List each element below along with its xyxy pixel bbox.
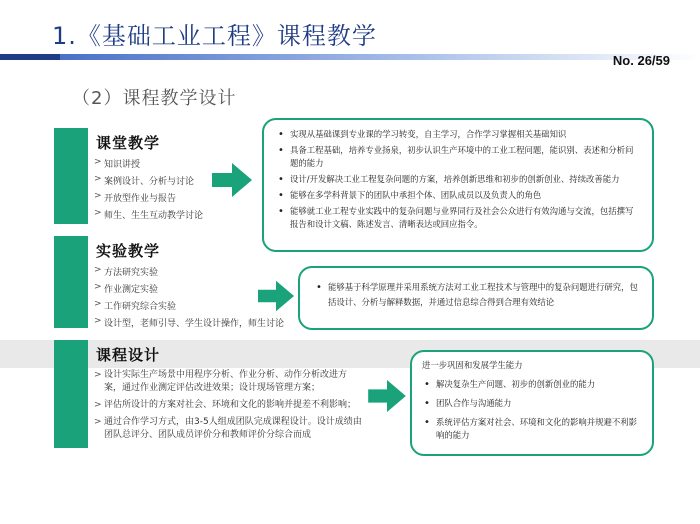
- list-item: > 师生、生生互动教学讨论: [94, 208, 254, 221]
- list-item: > 知识讲授: [94, 157, 254, 170]
- lab-outcomes-box: [298, 266, 654, 330]
- design-outcomes-box: [410, 350, 654, 456]
- outcome-item: • 团队合作与沟通能力: [422, 397, 642, 410]
- design-list: [94, 369, 364, 442]
- list-item: > 方法研究实验: [94, 265, 294, 278]
- classroom-title: 课堂教学: [96, 134, 161, 152]
- outcome-item: • 解决复杂生产问题、初步的创新创业的能力: [422, 378, 642, 391]
- outcome-item: • 能够就工业工程专业实践中的复杂问题与业界同行及社会公众进行有效沟通与交流，包括撰写报告和设计文稿、陈述发言、清晰表达或回应指令。: [276, 205, 640, 231]
- outcome-item: • 系统评估方案对社会、环境和文化的影响并规避不利影响的能力: [422, 416, 642, 442]
- page-number: No. 26/59: [612, 53, 670, 68]
- design-accent-bar: [54, 340, 88, 448]
- lab-title: 实验教学: [96, 242, 161, 260]
- right-arrow-icon: [258, 280, 294, 312]
- outcome-item: • 设计/开发解决工业工程复杂问题的方案，培养创新思维和初步的创新创业、持续改善能力: [276, 173, 640, 186]
- outcome-item: • 实现从基础课到专业课的学习转变，自主学习，合作学习掌握相关基础知识: [276, 128, 640, 141]
- outcome-item: • 能够在多学科背景下的团队中承担个体、团队成员以及负责人的角色: [276, 189, 640, 202]
- outcomes-lead: 进一步巩固和发展学生能力: [422, 360, 523, 370]
- slide-title: 1.《基础工业工程》课程教学: [52, 22, 377, 50]
- lab-accent-bar: [54, 236, 88, 328]
- outcome-item: • 能够基于科学原理并采用系统方法对工业工程技术与管理中的复杂问题进行研究，包括设计、分析与解释数据，并通过信息综合得到合理有效结论: [314, 280, 638, 310]
- classroom-accent-bar: [54, 128, 88, 224]
- list-item: > 工作研究综合实验: [94, 299, 294, 312]
- outcome-item: • 具备工程基础，培养专业扬泉，初步认识生产环境中的工业工程问题，能识别、表述和分析问题的能力: [276, 144, 640, 170]
- list-item: > 设计实际生产场景中用程序分析、作业分析、动作分析改进方案，通过作业测定评估改进效果；设计现场管理方案；: [94, 369, 364, 395]
- list-item: > 开放型作业与报告: [94, 191, 254, 204]
- classroom-outcomes-box: [262, 118, 654, 252]
- list-item: > 评估所设计的方案对社会、环境和文化的影响并提差不利影响；: [94, 399, 364, 412]
- design-title: 课程设计: [96, 346, 161, 364]
- list-item: > 设计型，老师引导、学生设计操作，师生讨论: [94, 316, 294, 329]
- section-subtitle: （2）课程教学设计: [72, 88, 237, 109]
- right-arrow-icon: [368, 380, 406, 412]
- list-item: > 作业测定实验: [94, 282, 294, 295]
- title-underline: [0, 54, 700, 60]
- list-item: > 案例设计、分析与讨论: [94, 174, 254, 187]
- right-arrow-icon: [212, 163, 252, 197]
- list-item: > 通过合作学习方式，由3-5人组成团队完成课程设计。设计成绩由团队总评分、团队成员评价分和教师评价分综合而成: [94, 416, 364, 442]
